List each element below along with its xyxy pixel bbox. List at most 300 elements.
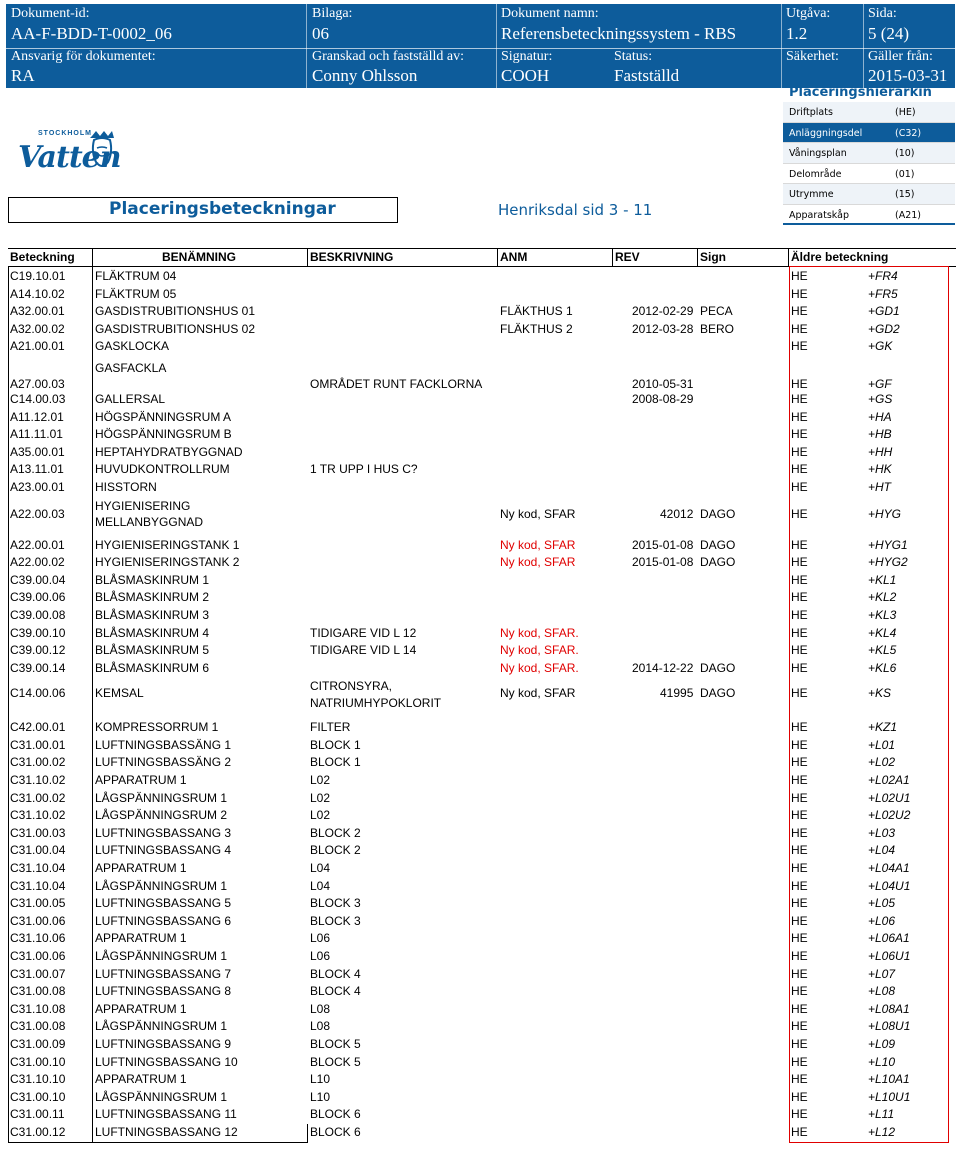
cell-benamning: APPARATRUM 1 bbox=[95, 931, 187, 946]
cell-beteckning: A27.00.03 bbox=[10, 376, 65, 391]
cell-benamning: BLÅSMASKINRUM 5 bbox=[95, 643, 210, 658]
utgava: 1.2 bbox=[786, 24, 808, 43]
cell-beskrivning: L06 bbox=[310, 931, 331, 946]
cell-placering: HE bbox=[791, 913, 808, 928]
cell-placering: HE bbox=[791, 506, 808, 521]
hierarchy-row bbox=[783, 164, 955, 185]
cell-placering: HE bbox=[791, 1001, 808, 1016]
cell-aldre: +KS bbox=[868, 686, 892, 701]
cell-beskrivning: L02 bbox=[310, 808, 331, 823]
status: Fastställd bbox=[614, 66, 680, 85]
cell-beteckning: C31.00.09 bbox=[10, 1036, 66, 1051]
col-benamning: BENÄMNING bbox=[162, 250, 236, 264]
cell-beteckning: C31.00.06 bbox=[10, 913, 66, 928]
hierarchy-level-name: Våningsplan bbox=[789, 148, 847, 159]
cell-aldre: +L07 bbox=[868, 966, 896, 981]
hierarchy-level-code: (HE) bbox=[895, 107, 916, 118]
cell-beteckning: C31.00.02 bbox=[10, 755, 66, 770]
header-divider bbox=[863, 4, 864, 88]
cell-placering: HE bbox=[791, 625, 808, 640]
cell-aldre: +HA bbox=[868, 409, 892, 424]
cell-aldre: +L06 bbox=[868, 913, 896, 928]
cell-placering: HE bbox=[791, 686, 808, 701]
cell-beskrivning: BLOCK 3 bbox=[310, 896, 361, 911]
cell-rev: 42012 bbox=[660, 506, 694, 521]
cell-beskrivning: BLOCK 4 bbox=[310, 984, 361, 999]
cell-benamning: HÖGSPÄNNINGSRUM B bbox=[95, 427, 232, 442]
granskad-label: Granskad och fastställd av: bbox=[312, 49, 465, 64]
cell-benamning: LUFTNINGSBASSANG 11 bbox=[95, 1107, 237, 1122]
cell-placering: HE bbox=[791, 1054, 808, 1069]
cell-beskrivning: L08 bbox=[310, 1001, 331, 1016]
hierarchy-row bbox=[783, 184, 955, 205]
cell-aldre: +L09 bbox=[868, 1036, 896, 1051]
cell-placering: HE bbox=[791, 304, 808, 319]
cell-beteckning: C31.10.10 bbox=[10, 1072, 66, 1087]
hierarchy-row bbox=[783, 143, 955, 164]
placement-hierarchy bbox=[783, 84, 955, 225]
hierarchy-level-name: Driftplats bbox=[789, 107, 833, 118]
cell-benamning: MELLANBYGGNAD bbox=[95, 514, 204, 529]
cell-beteckning: C31.00.10 bbox=[10, 1089, 66, 1104]
hierarchy-level-code: (C32) bbox=[895, 127, 922, 139]
cell-rev: 2012-03-28 bbox=[632, 321, 694, 336]
cell-beskrivning: BLOCK 4 bbox=[310, 966, 361, 981]
page-subtitle: Henriksdal sid 3 - 11 bbox=[498, 201, 653, 219]
galler-label: Gäller från: bbox=[868, 49, 933, 64]
hierarchy-level-name: Delområde bbox=[789, 168, 842, 180]
table-border bbox=[307, 1124, 308, 1143]
cell-placering: HE bbox=[791, 462, 808, 477]
cell-rev: 41995 bbox=[660, 686, 694, 701]
cell-beskrivning: CITRONSYRA, bbox=[310, 679, 393, 694]
cell-beskrivning: L02 bbox=[310, 790, 331, 805]
cell-beteckning: C31.00.12 bbox=[10, 1124, 66, 1139]
cell-beskrivning: L04 bbox=[310, 861, 331, 876]
cell-aldre: +L02U1 bbox=[868, 790, 911, 805]
cell-aldre: +L06A1 bbox=[868, 931, 910, 946]
cell-anm: Ny kod, SFAR. bbox=[500, 643, 579, 658]
cell-anm: Ny kod, SFAR bbox=[500, 537, 576, 552]
cell-benamning: GALLERSAL bbox=[95, 391, 166, 406]
signatur-label: Signatur: bbox=[501, 49, 553, 64]
col-beteckning: Beteckning bbox=[10, 250, 75, 264]
crown-head-icon bbox=[86, 130, 118, 174]
cell-aldre: +GD1 bbox=[868, 304, 900, 319]
cell-beteckning: A22.00.01 bbox=[10, 537, 65, 552]
table-border bbox=[8, 1142, 308, 1143]
cell-aldre: +L11 bbox=[868, 1107, 895, 1122]
table-border bbox=[92, 266, 93, 1143]
cell-placering: HE bbox=[791, 1107, 808, 1122]
cell-aldre: +GS bbox=[868, 391, 893, 406]
cell-benamning: FLÄKTRUM 04 bbox=[95, 269, 177, 283]
cell-rev: 2015-01-08 bbox=[632, 537, 694, 552]
cell-beskrivning: BLOCK 3 bbox=[310, 913, 361, 928]
cell-placering: HE bbox=[791, 949, 808, 963]
hierarchy-level-code: (A21) bbox=[895, 209, 921, 221]
cell-placering: HE bbox=[791, 737, 808, 752]
granskad: Conny Ohlsson bbox=[312, 66, 418, 85]
cell-beteckning: C31.00.06 bbox=[10, 949, 66, 963]
doc-id-label: Dokument-id: bbox=[11, 6, 90, 21]
hierarchy-level-name: Apparatskåp bbox=[789, 209, 849, 221]
cell-beskrivning: TIDIGARE VID L 14 bbox=[310, 643, 417, 658]
status-label: Status: bbox=[614, 49, 653, 64]
cell-beteckning: C31.00.01 bbox=[10, 737, 66, 752]
col-beskrivning: BESKRIVNING bbox=[310, 250, 394, 264]
cell-placering: HE bbox=[791, 555, 808, 570]
cell-beskrivning: TIDIGARE VID L 12 bbox=[310, 625, 417, 640]
ansvarig-label: Ansvarig för dokumentet: bbox=[11, 49, 156, 64]
galler: 2015-03-31 bbox=[868, 66, 948, 85]
cell-aldre: +HYG1 bbox=[868, 537, 908, 552]
cell-benamning: GASKLOCKA bbox=[95, 339, 170, 354]
cell-beteckning: C14.00.06 bbox=[10, 686, 66, 701]
cell-beteckning: C31.10.06 bbox=[10, 931, 66, 946]
cell-sign: DAGO bbox=[700, 555, 736, 570]
cell-placering: HE bbox=[791, 391, 808, 406]
cell-beskrivning: L10 bbox=[310, 1072, 331, 1087]
cell-beteckning: C31.10.04 bbox=[10, 878, 66, 893]
cell-aldre: +GK bbox=[868, 339, 893, 354]
header-divider bbox=[496, 4, 497, 88]
cell-anm: Ny kod, SFAR. bbox=[500, 625, 579, 640]
cell-benamning: KEMSAL bbox=[95, 686, 144, 701]
cell-placering: HE bbox=[791, 1036, 808, 1051]
cell-placering: HE bbox=[791, 321, 808, 336]
doc-name: Referensbeteckningssystem - RBS bbox=[501, 24, 737, 43]
sida-label: Sida: bbox=[868, 6, 897, 21]
cell-benamning: LÅGSPÄNNINGSRUM 1 bbox=[95, 949, 228, 963]
cell-placering: HE bbox=[791, 755, 808, 770]
cell-placering: HE bbox=[791, 1072, 808, 1087]
table-border bbox=[8, 266, 9, 1143]
cell-beskrivning: L02 bbox=[310, 773, 331, 788]
cell-beteckning: C31.00.08 bbox=[10, 984, 66, 999]
cell-sign: BERO bbox=[700, 321, 735, 336]
cell-placering: HE bbox=[791, 808, 808, 823]
cell-placering: HE bbox=[791, 720, 808, 735]
page-title: Placeringsbeteckningar bbox=[109, 199, 336, 219]
cell-placering: HE bbox=[791, 537, 808, 552]
hierarchy-level-name: Utrymme bbox=[789, 189, 834, 200]
cell-benamning: LUFTNINGSBASSANG 4 bbox=[95, 843, 232, 858]
cell-sign: DAGO bbox=[700, 686, 736, 701]
cell-anm: Ny kod, SFAR bbox=[500, 555, 576, 570]
cell-beskrivning: OMRÅDET RUNT FACKLORNA bbox=[310, 376, 483, 391]
cell-placering: HE bbox=[791, 444, 808, 459]
cell-beteckning: A13.11.01 bbox=[10, 462, 64, 477]
cell-aldre: +KL3 bbox=[868, 607, 897, 622]
cell-benamning: LUFTNINGSBASSANG 3 bbox=[95, 825, 232, 840]
cell-beteckning: C42.00.01 bbox=[10, 720, 66, 735]
cell-placering: HE bbox=[791, 590, 808, 605]
cell-aldre: +HYG2 bbox=[868, 555, 908, 570]
document-header bbox=[6, 4, 955, 88]
header-divider bbox=[306, 4, 307, 88]
hierarchy-row bbox=[783, 123, 955, 144]
cell-aldre: +HYG bbox=[868, 506, 902, 521]
col-sign: Sign bbox=[700, 250, 726, 264]
cell-benamning: LÅGSPÄNNINGSRUM 1 bbox=[95, 790, 228, 805]
cell-placering: HE bbox=[791, 790, 808, 805]
cell-placering: HE bbox=[791, 427, 808, 442]
cell-aldre: +KZ1 bbox=[868, 720, 898, 735]
cell-benamning: LÅGSPÄNNINGSRUM 1 bbox=[95, 1019, 228, 1034]
cell-placering: HE bbox=[791, 843, 808, 858]
sakerhet-label: Säkerhet: bbox=[786, 49, 839, 64]
cell-beteckning: C39.00.08 bbox=[10, 607, 66, 622]
cell-beteckning: C19.10.01 bbox=[10, 269, 66, 283]
cell-beskrivning: NATRIUMHYPOKLORIT bbox=[310, 696, 442, 711]
hierarchy-level-code: (10) bbox=[895, 148, 915, 159]
cell-aldre: +L12 bbox=[868, 1124, 896, 1139]
cell-beskrivning: BLOCK 5 bbox=[310, 1054, 361, 1069]
cell-aldre: +FR5 bbox=[868, 286, 898, 301]
cell-aldre: +L04A1 bbox=[868, 861, 910, 876]
cell-benamning: LUFTNINGSBASSANG 5 bbox=[95, 896, 232, 911]
cell-beteckning: C39.00.12 bbox=[10, 643, 66, 658]
cell-beteckning: C39.00.14 bbox=[10, 660, 66, 675]
cell-aldre: +L08U1 bbox=[868, 1019, 911, 1034]
cell-beteckning: C31.10.08 bbox=[10, 1001, 66, 1016]
cell-placering: HE bbox=[791, 409, 808, 424]
cell-aldre: +L02A1 bbox=[868, 773, 910, 788]
cell-aldre: +L02 bbox=[868, 755, 896, 770]
cell-beteckning: A23.00.01 bbox=[10, 479, 65, 494]
cell-placering: HE bbox=[791, 878, 808, 893]
cell-rev: 2014-12-22 bbox=[632, 660, 694, 675]
cell-aldre: +L03 bbox=[868, 825, 896, 840]
cell-benamning: HYGIENISERINGSTANK 1 bbox=[95, 537, 240, 552]
cell-beskrivning: BLOCK 2 bbox=[310, 843, 361, 858]
cell-rev: 2010-05-31 bbox=[632, 376, 694, 391]
cell-beteckning: C31.10.04 bbox=[10, 861, 66, 876]
cell-benamning: BLÅSMASKINRUM 3 bbox=[95, 607, 210, 622]
cell-sign: DAGO bbox=[700, 660, 736, 675]
cell-beteckning: C31.00.04 bbox=[10, 843, 66, 858]
cell-aldre: +HT bbox=[868, 479, 892, 494]
cell-beskrivning: BLOCK 2 bbox=[310, 825, 361, 840]
cell-beteckning: C31.00.10 bbox=[10, 1054, 66, 1069]
cell-beteckning: A22.00.02 bbox=[10, 555, 65, 570]
bilaga-label: Bilaga: bbox=[312, 6, 353, 21]
cell-aldre: +HK bbox=[868, 462, 892, 477]
cell-anm: FLÄKTHUS 2 bbox=[500, 321, 573, 336]
header-divider bbox=[781, 4, 782, 88]
cell-benamning: HISSTORN bbox=[95, 479, 157, 494]
cell-benamning: LUFTNINGSBASSANG 10 bbox=[95, 1054, 238, 1069]
cell-placering: HE bbox=[791, 339, 808, 354]
cell-beskrivning: BLOCK 5 bbox=[310, 1036, 361, 1051]
cell-aldre: +HB bbox=[868, 427, 892, 442]
sida: 5 (24) bbox=[868, 24, 910, 43]
cell-placering: HE bbox=[791, 931, 808, 946]
cell-benamning: KOMPRESSORRUM 1 bbox=[95, 720, 219, 735]
cell-beteckning: C14.00.03 bbox=[10, 391, 66, 406]
cell-placering: HE bbox=[791, 773, 808, 788]
cell-benamning: GASFACKLA bbox=[95, 360, 167, 375]
stockholm-vatten-logo: STOCKHOLM Vatten bbox=[18, 130, 121, 175]
cell-beteckning: C31.10.02 bbox=[10, 773, 66, 788]
cell-placering: HE bbox=[791, 660, 808, 675]
cell-beteckning: C31.00.07 bbox=[10, 966, 66, 981]
cell-beteckning: A14.10.02 bbox=[10, 286, 65, 301]
hierarchy-level-name: Anläggningsdel bbox=[789, 127, 863, 139]
cell-aldre: +L10 bbox=[868, 1054, 896, 1069]
cell-benamning: BLÅSMASKINRUM 6 bbox=[95, 660, 210, 675]
cell-beteckning: A11.12.01 bbox=[10, 409, 64, 424]
cell-benamning: FLÄKTRUM 05 bbox=[95, 286, 177, 301]
cell-beskrivning: L08 bbox=[310, 1019, 331, 1034]
cell-beteckning: C39.00.04 bbox=[10, 572, 66, 587]
cell-aldre: +FR4 bbox=[868, 269, 898, 283]
cell-benamning: LUFTNINGSBASSANG 7 bbox=[95, 966, 232, 981]
cell-benamning: HÖGSPÄNNINGSRUM A bbox=[95, 409, 232, 424]
cell-aldre: +L08 bbox=[868, 984, 896, 999]
cell-placering: HE bbox=[791, 984, 808, 999]
cell-benamning: LUFTNINGSBASSANG 9 bbox=[95, 1036, 232, 1051]
cell-placering: HE bbox=[791, 861, 808, 876]
bilaga: 06 bbox=[312, 24, 329, 43]
cell-beskrivning: L10 bbox=[310, 1089, 331, 1104]
cell-aldre: +KL2 bbox=[868, 590, 897, 605]
cell-beteckning: C31.00.03 bbox=[10, 825, 66, 840]
hierarchy-row bbox=[783, 205, 955, 226]
cell-beteckning: A35.00.01 bbox=[10, 444, 65, 459]
cell-rev: 2008-08-29 bbox=[632, 391, 694, 406]
cell-benamning: APPARATRUM 1 bbox=[95, 861, 187, 876]
cell-benamning: HYGIENISERING bbox=[95, 498, 191, 513]
cell-sign: DAGO bbox=[700, 537, 736, 552]
doc-name-label: Dokument namn: bbox=[501, 6, 599, 21]
col-rev: REV bbox=[615, 250, 640, 264]
cell-beteckning: A32.00.01 bbox=[10, 304, 65, 319]
cell-placering: HE bbox=[791, 607, 808, 622]
cell-benamning: LUFTNINGSBASSÄNG 1 bbox=[95, 737, 232, 752]
cell-aldre: +KL1 bbox=[868, 572, 897, 587]
cell-placering: HE bbox=[791, 1089, 808, 1104]
cell-benamning: APPARATRUM 1 bbox=[95, 1001, 187, 1016]
cell-aldre: +L10A1 bbox=[868, 1072, 910, 1087]
cell-aldre: +GF bbox=[868, 376, 892, 391]
cell-sign: DAGO bbox=[700, 506, 736, 521]
cell-benamning: LÅGSPÄNNINGSRUM 2 bbox=[95, 808, 228, 823]
doc-id: AA-F-BDD-T-0002_06 bbox=[11, 24, 172, 43]
cell-beteckning: C39.00.06 bbox=[10, 590, 66, 605]
cell-beteckning: A11.11.01 bbox=[10, 427, 63, 442]
cell-placering: HE bbox=[791, 896, 808, 911]
cell-benamning: LUFTNINGSBASSÄNG 2 bbox=[95, 755, 232, 770]
cell-placering: HE bbox=[791, 269, 808, 283]
table-header bbox=[8, 248, 956, 267]
signatur: COOH bbox=[501, 66, 550, 85]
cell-beteckning: C31.10.02 bbox=[10, 808, 66, 823]
cell-beskrivning: BLOCK 6 bbox=[310, 1107, 361, 1122]
highlight-frame bbox=[789, 266, 949, 1143]
cell-benamning: BLÅSMASKINRUM 1 bbox=[95, 572, 210, 587]
hierarchy-title: Placeringshierarkin bbox=[789, 85, 932, 100]
cell-aldre: +L04 bbox=[868, 843, 896, 858]
cell-placering: HE bbox=[791, 286, 808, 301]
cell-benamning: LÅGSPÄNNINGSRUM 1 bbox=[95, 878, 228, 893]
hierarchy-level-code: (15) bbox=[895, 189, 915, 200]
cell-anm: Ny kod, SFAR bbox=[500, 686, 576, 701]
cell-beteckning: A21.00.01 bbox=[10, 339, 65, 354]
hierarchy-row bbox=[783, 102, 955, 123]
cell-placering: HE bbox=[791, 376, 808, 391]
cell-anm: FLÄKTHUS 1 bbox=[500, 304, 573, 319]
cell-aldre: +L05 bbox=[868, 896, 896, 911]
col-anm: ANM bbox=[500, 250, 528, 264]
hierarchy-level-code: (01) bbox=[895, 168, 915, 180]
cell-benamning: BLÅSMASKINRUM 4 bbox=[95, 625, 210, 640]
utgava-label: Utgåva: bbox=[786, 6, 831, 21]
cell-benamning: GASDISTRUBITIONSHUS 01 bbox=[95, 304, 256, 319]
cell-placering: HE bbox=[791, 825, 808, 840]
cell-aldre: +KL5 bbox=[868, 643, 897, 658]
cell-benamning: LUFTNINGSBASSANG 8 bbox=[95, 984, 232, 999]
cell-benamning: APPARATRUM 1 bbox=[95, 1072, 187, 1087]
cell-placering: HE bbox=[791, 572, 808, 587]
cell-beteckning: C31.00.08 bbox=[10, 1019, 66, 1034]
cell-aldre: +L02U2 bbox=[868, 808, 911, 823]
page-title-box bbox=[8, 197, 398, 223]
cell-rev: 2015-01-08 bbox=[632, 555, 694, 570]
cell-benamning: LUFTNINGSBASSANG 6 bbox=[95, 913, 232, 928]
cell-aldre: +L08A1 bbox=[868, 1001, 910, 1016]
cell-anm: Ny kod, SFAR. bbox=[500, 660, 579, 675]
cell-aldre: +GD2 bbox=[868, 321, 900, 336]
cell-beskrivning: L04 bbox=[310, 878, 331, 893]
cell-beskrivning: BLOCK 1 bbox=[310, 737, 361, 752]
cell-beskrivning: FILTER bbox=[310, 720, 351, 735]
cell-benamning: GASDISTRUBITIONSHUS 02 bbox=[95, 321, 256, 336]
cell-aldre: +KL4 bbox=[868, 625, 897, 640]
cell-beteckning: A22.00.03 bbox=[10, 506, 65, 521]
cell-sign: PECA bbox=[700, 304, 733, 319]
cell-aldre: +L10U1 bbox=[868, 1089, 911, 1104]
cell-aldre: +L01 bbox=[868, 737, 896, 752]
cell-aldre: +KL6 bbox=[868, 660, 897, 675]
cell-placering: HE bbox=[791, 966, 808, 981]
cell-placering: HE bbox=[791, 643, 808, 658]
cell-rev: 2012-02-29 bbox=[632, 304, 694, 319]
cell-beteckning: C31.00.05 bbox=[10, 896, 66, 911]
cell-beskrivning: 1 TR UPP I HUS C? bbox=[310, 462, 418, 477]
cell-placering: HE bbox=[791, 479, 808, 494]
cell-aldre: +L06U1 bbox=[868, 949, 911, 963]
cell-benamning: APPARATRUM 1 bbox=[95, 773, 187, 788]
cell-beskrivning: L06 bbox=[310, 949, 331, 963]
cell-aldre: +L04U1 bbox=[868, 878, 911, 893]
cell-beskrivning: BLOCK 6 bbox=[310, 1124, 361, 1139]
cell-benamning: HYGIENISERINGSTANK 2 bbox=[95, 555, 240, 570]
cell-beteckning: C39.00.10 bbox=[10, 625, 66, 640]
cell-benamning: HUVUDKONTROLLRUM bbox=[95, 462, 230, 477]
cell-beteckning: A32.00.02 bbox=[10, 321, 65, 336]
col-aldre: Äldre beteckning bbox=[791, 250, 889, 264]
cell-placering: HE bbox=[791, 1124, 808, 1139]
cell-aldre: +HH bbox=[868, 444, 893, 459]
cell-anm: Ny kod, SFAR bbox=[500, 506, 576, 521]
cell-benamning: LUFTNINGSBASSANG 12 bbox=[95, 1124, 238, 1139]
cell-beteckning: C31.00.11 bbox=[10, 1107, 65, 1122]
cell-benamning: LÅGSPÄNNINGSRUM 1 bbox=[95, 1089, 228, 1104]
cell-placering: HE bbox=[791, 1019, 808, 1034]
cell-benamning: BLÅSMASKINRUM 2 bbox=[95, 590, 210, 605]
